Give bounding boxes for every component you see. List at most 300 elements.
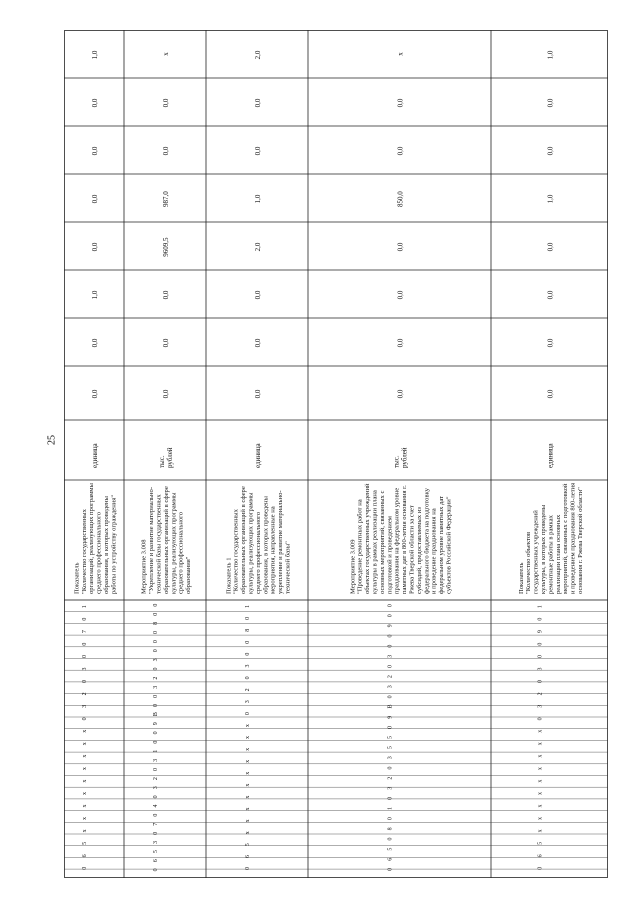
svg-text:0: 0 xyxy=(537,655,544,659)
text-line: тыс. xyxy=(392,455,401,468)
svg-text:единица xyxy=(91,442,99,468)
code-digit xyxy=(388,858,394,861)
svg-text:х: х xyxy=(537,754,544,758)
code-digit xyxy=(82,792,88,795)
svg-text:0: 0 xyxy=(153,704,159,708)
svg-text:х: х xyxy=(82,792,88,796)
code-digit xyxy=(245,760,251,763)
text-line: технической базы государственных xyxy=(155,494,163,594)
svg-text:х: х xyxy=(245,783,251,787)
svg-text:3: 3 xyxy=(153,685,159,689)
value-cell xyxy=(91,194,99,203)
svg-text:0,0: 0,0 xyxy=(254,146,262,156)
svg-text:0,0: 0,0 xyxy=(546,98,555,108)
svg-text:0: 0 xyxy=(153,667,159,671)
svg-text:0,0: 0,0 xyxy=(91,98,99,108)
svg-text:0: 0 xyxy=(82,655,88,659)
text-line: культуры, реализующих программы xyxy=(247,492,255,594)
code-digit xyxy=(538,692,544,695)
svg-text:0: 0 xyxy=(153,640,159,644)
svg-text:1,0: 1,0 xyxy=(546,194,555,204)
text-line: федерального бюджета на подготовку xyxy=(423,488,431,594)
code-digit xyxy=(388,817,394,820)
code-digit xyxy=(153,777,159,780)
svg-text:9: 9 xyxy=(387,624,394,628)
text-line: и проведение празднования на xyxy=(430,508,438,594)
svg-text:0,0: 0,0 xyxy=(254,338,262,348)
code-digit xyxy=(153,640,159,643)
svg-text:0: 0 xyxy=(153,630,159,634)
svg-text:х: х xyxy=(82,816,88,820)
code-digit xyxy=(388,685,394,688)
svg-text:х: х xyxy=(245,771,251,775)
table-grid xyxy=(64,30,608,878)
svg-text:8: 8 xyxy=(387,827,394,831)
svg-text:3: 3 xyxy=(387,786,394,790)
code-digit xyxy=(153,759,159,762)
code-digit xyxy=(153,668,159,671)
code-digit xyxy=(245,748,251,751)
code-digit xyxy=(245,831,251,834)
code-digit xyxy=(153,604,159,607)
svg-text:0: 0 xyxy=(537,866,544,870)
text-line: субсидий, предоставляемых из xyxy=(415,507,423,594)
code-digit xyxy=(388,675,394,678)
svg-text:0: 0 xyxy=(245,676,251,680)
svg-text:0: 0 xyxy=(153,831,159,835)
code-digit xyxy=(153,613,159,616)
svg-text:Мероприятие 3.009"Проведение р xyxy=(349,483,452,594)
value-cell xyxy=(547,98,555,107)
value-cell xyxy=(162,389,170,398)
code-digit xyxy=(388,868,394,871)
code-digit xyxy=(82,668,88,671)
svg-text:х: х xyxy=(537,729,544,733)
svg-text:0,0: 0,0 xyxy=(162,98,170,108)
indicator-name-3 xyxy=(225,486,291,594)
code-digit xyxy=(82,867,88,870)
code-digit xyxy=(245,819,251,822)
svg-text:х: х xyxy=(82,779,88,783)
svg-text:0: 0 xyxy=(153,795,159,799)
svg-text:0,0: 0,0 xyxy=(91,338,99,348)
svg-text:0: 0 xyxy=(387,695,394,699)
svg-text:1,0: 1,0 xyxy=(546,50,555,60)
code-digit xyxy=(82,767,88,770)
code-digit xyxy=(538,705,544,708)
svg-text:3: 3 xyxy=(153,658,159,662)
code-digit xyxy=(388,624,394,627)
code-digit xyxy=(538,668,544,671)
svg-text:2: 2 xyxy=(82,692,88,696)
code-digit xyxy=(245,653,251,656)
code-digit xyxy=(388,665,394,668)
text-line: основания г. Ржева Тверской области" xyxy=(576,487,584,594)
svg-text:0: 0 xyxy=(82,617,88,621)
code-digit xyxy=(538,618,544,621)
text-line: укрепление и развитие материально- xyxy=(277,490,285,594)
code-digit xyxy=(245,784,251,787)
svg-text:0,0: 0,0 xyxy=(546,290,555,300)
code-digit xyxy=(538,792,544,795)
code-digit xyxy=(245,843,251,846)
svg-text:х: х xyxy=(245,831,251,835)
code-digit xyxy=(153,868,159,871)
svg-text:6: 6 xyxy=(153,859,159,863)
svg-text:2: 2 xyxy=(387,776,394,780)
code-digit xyxy=(538,630,544,633)
svg-text:3: 3 xyxy=(387,654,394,658)
code-digit xyxy=(388,837,394,840)
code-digit xyxy=(82,817,88,820)
code-digit xyxy=(388,807,394,810)
svg-text:0,0: 0,0 xyxy=(91,389,99,399)
code-digit xyxy=(82,692,88,695)
svg-text:0: 0 xyxy=(153,740,159,744)
text-line: технической базы" xyxy=(284,541,292,594)
code-digit xyxy=(82,829,88,832)
value-cell xyxy=(397,146,405,155)
svg-text:4: 4 xyxy=(153,804,159,808)
svg-text:3: 3 xyxy=(387,685,394,689)
svg-text:8: 8 xyxy=(245,628,251,632)
svg-text:1: 1 xyxy=(245,604,251,608)
svg-text:0,0: 0,0 xyxy=(254,98,262,108)
code-digit xyxy=(388,848,394,851)
svg-text:единица xyxy=(254,442,262,468)
code-digit xyxy=(153,695,159,698)
svg-text:х: х xyxy=(245,759,251,763)
value-cell xyxy=(91,389,99,398)
text-line: образовательных организаций в сфере xyxy=(240,486,248,594)
code-digit xyxy=(388,635,394,638)
value-cell xyxy=(254,194,262,203)
svg-text:3: 3 xyxy=(153,841,159,845)
code-digit xyxy=(388,787,394,790)
value-cell xyxy=(254,146,262,155)
svg-text:Мероприятие 3.008"Укрепление и xyxy=(141,486,192,594)
value-cell xyxy=(397,191,405,207)
code-digit xyxy=(538,829,544,832)
value-cell xyxy=(547,146,555,155)
code-digit xyxy=(538,767,544,770)
code-digit xyxy=(153,741,159,744)
svg-text:х: х xyxy=(82,829,88,833)
code-digit xyxy=(153,631,159,634)
code-digit xyxy=(538,680,544,683)
value-cell xyxy=(254,242,262,251)
indicator-name-1 xyxy=(73,483,117,594)
svg-text:7: 7 xyxy=(153,822,159,826)
code-digit xyxy=(245,724,251,727)
svg-text:0,0: 0,0 xyxy=(162,338,170,348)
code-digit xyxy=(388,655,394,658)
svg-text:тыс.рублей xyxy=(393,447,409,468)
text-line: объектах государственных учреждений xyxy=(364,483,372,594)
svg-text:0: 0 xyxy=(153,694,159,698)
svg-text:2,0: 2,0 xyxy=(254,242,262,252)
svg-text:3: 3 xyxy=(82,667,88,671)
svg-text:0: 0 xyxy=(537,717,544,721)
value-cell xyxy=(254,389,262,398)
text-line: "Проведение ремонтных работ на xyxy=(356,499,364,594)
code-digit xyxy=(245,700,251,703)
value-cell xyxy=(91,146,99,155)
code-digit xyxy=(245,796,251,799)
code-digit xyxy=(153,786,159,789)
svg-text:В: В xyxy=(387,704,394,709)
unit-5 xyxy=(547,442,555,468)
svg-text:0: 0 xyxy=(387,837,394,841)
page-number: 25 xyxy=(46,435,58,445)
code-digit xyxy=(245,629,251,632)
svg-text:2: 2 xyxy=(387,675,394,679)
value-cell xyxy=(162,146,170,155)
text-line: реализации плана основных xyxy=(554,514,562,594)
code-digit xyxy=(153,823,159,826)
svg-text:х: х xyxy=(537,767,544,771)
value-cell xyxy=(547,242,555,251)
svg-text:6: 6 xyxy=(387,857,394,861)
svg-text:5: 5 xyxy=(387,736,394,739)
code-digit xyxy=(388,777,394,780)
svg-text:3: 3 xyxy=(245,700,251,704)
text-line: среднего профессионального xyxy=(177,512,185,594)
svg-text:0,0: 0,0 xyxy=(162,290,170,300)
code-digit xyxy=(153,814,159,817)
svg-text:х: х xyxy=(537,779,544,783)
svg-text:0,0: 0,0 xyxy=(162,389,170,399)
text-line: тыс. xyxy=(158,455,167,468)
code-digit xyxy=(153,750,159,753)
svg-text:Показатель 1"Количество госуда xyxy=(225,486,291,594)
svg-text:9: 9 xyxy=(537,630,544,634)
text-line: основных мероприятий, связанных с xyxy=(378,490,386,594)
code-digit xyxy=(82,655,88,658)
svg-text:х: х xyxy=(162,52,170,56)
svg-text:3: 3 xyxy=(387,756,394,760)
svg-text:0: 0 xyxy=(537,679,544,683)
svg-text:0,0: 0,0 xyxy=(396,338,405,348)
text-line: Мероприятие 3.009 xyxy=(349,539,357,594)
value-cell xyxy=(547,389,555,398)
svg-text:х: х xyxy=(245,736,251,739)
code-digit xyxy=(245,867,251,870)
code-digit xyxy=(388,695,394,698)
code-digit xyxy=(538,730,544,733)
svg-text:0,0: 0,0 xyxy=(396,98,405,108)
svg-text:0: 0 xyxy=(245,652,251,656)
code-digit xyxy=(388,604,394,607)
indicator-name-2 xyxy=(141,486,192,594)
svg-text:1: 1 xyxy=(387,807,394,811)
svg-text:х: х xyxy=(82,804,88,808)
value-cell xyxy=(254,50,262,59)
svg-text:0: 0 xyxy=(245,712,251,716)
svg-text:5: 5 xyxy=(153,850,159,854)
value-cell xyxy=(91,338,99,347)
value-cell xyxy=(162,338,170,347)
value-cell xyxy=(91,98,99,107)
value-cell xyxy=(162,290,170,299)
code-digit xyxy=(245,855,251,858)
svg-text:0,0: 0,0 xyxy=(396,242,405,252)
value-cell xyxy=(397,389,405,398)
code-digit xyxy=(388,827,394,830)
svg-text:850,0: 850,0 xyxy=(396,191,405,207)
code-digit xyxy=(245,641,251,644)
svg-text:0: 0 xyxy=(387,634,394,638)
text-line: и проведением празднования 800-летия xyxy=(569,482,577,594)
code-digit xyxy=(153,658,159,661)
code-digit xyxy=(153,649,159,652)
svg-text:0: 0 xyxy=(82,642,88,646)
code-digit xyxy=(538,755,544,758)
text-line: рублей xyxy=(166,447,174,468)
svg-text:2: 2 xyxy=(537,692,544,696)
value-cell xyxy=(397,338,405,347)
text-line: мероприятий, связанных с подготовкой xyxy=(562,483,570,594)
svg-text:987,0: 987,0 xyxy=(162,191,170,207)
code-digit xyxy=(82,705,88,708)
code-digit xyxy=(388,756,394,759)
svg-text:8: 8 xyxy=(153,621,159,625)
svg-text:0,0: 0,0 xyxy=(396,389,405,399)
code-digit xyxy=(82,805,88,808)
text-line: федеральном уровне памятных дат xyxy=(438,495,446,594)
value-cell xyxy=(397,98,405,107)
code-digit xyxy=(153,795,159,798)
svg-text:5: 5 xyxy=(537,841,544,845)
code-digit xyxy=(153,859,159,862)
svg-text:0: 0 xyxy=(387,614,394,618)
value-cell xyxy=(91,242,99,251)
value-cell xyxy=(397,52,405,56)
code-digit xyxy=(538,717,544,720)
svg-text:5: 5 xyxy=(387,746,394,750)
svg-text:х: х xyxy=(245,724,251,728)
code-digit xyxy=(82,842,88,845)
text-line: среднего профессионального xyxy=(95,512,103,594)
code-digit xyxy=(153,805,159,808)
svg-text:1: 1 xyxy=(537,605,544,609)
svg-text:6: 6 xyxy=(245,855,251,859)
svg-text:х: х xyxy=(537,804,544,808)
svg-text:0,0: 0,0 xyxy=(91,242,99,252)
text-line: Ржева Тверской области за счет xyxy=(408,505,416,594)
text-line: празднования на федеральном уровне xyxy=(393,487,401,594)
svg-text:Показатель"Количество объектов xyxy=(518,483,584,594)
code-digit xyxy=(82,680,88,683)
svg-text:тыс.рублей xyxy=(158,447,174,468)
svg-text:0: 0 xyxy=(245,616,251,620)
text-line: рублей xyxy=(400,447,409,468)
svg-text:0: 0 xyxy=(537,617,544,621)
value-cell xyxy=(91,290,99,299)
text-line: памятных дат в 800-летия основания г. xyxy=(401,485,409,594)
value-cell xyxy=(397,290,405,299)
svg-text:7: 7 xyxy=(82,630,88,634)
svg-text:0: 0 xyxy=(387,725,394,729)
svg-text:х: х xyxy=(245,795,251,799)
unit-2 xyxy=(158,447,174,468)
code-digit xyxy=(388,705,394,709)
code-digit xyxy=(153,841,159,844)
svg-text:6: 6 xyxy=(537,854,544,858)
code-digit xyxy=(82,755,88,758)
svg-text:1,0: 1,0 xyxy=(91,50,99,60)
unit-3 xyxy=(254,442,262,468)
value-cell xyxy=(91,50,99,59)
value-cell xyxy=(254,338,262,347)
svg-text:0,0: 0,0 xyxy=(91,194,99,204)
svg-text:0,0: 0,0 xyxy=(546,338,555,348)
svg-text:0: 0 xyxy=(387,817,394,821)
svg-text:0: 0 xyxy=(153,731,159,735)
svg-text:0: 0 xyxy=(82,866,88,870)
svg-text:х: х xyxy=(82,767,88,771)
code-digit xyxy=(245,807,251,810)
text-line: среднего профессионального xyxy=(254,512,262,594)
svg-text:0: 0 xyxy=(153,813,159,817)
text-line: образования, в которых проведены xyxy=(262,496,270,594)
svg-text:9609,5: 9609,5 xyxy=(162,237,170,257)
text-line: "Количество государственных xyxy=(80,509,88,594)
svg-text:х: х xyxy=(82,729,88,733)
value-cell xyxy=(547,290,555,299)
svg-text:0,0: 0,0 xyxy=(254,290,262,300)
code-digit xyxy=(82,730,88,733)
text-line: единица xyxy=(254,443,263,468)
code-digit xyxy=(538,842,544,845)
code-digit xyxy=(153,768,159,771)
svg-text:0: 0 xyxy=(387,604,394,608)
code-digit xyxy=(245,605,251,608)
svg-text:1: 1 xyxy=(82,605,88,609)
code-digit xyxy=(245,617,251,620)
code-digit xyxy=(388,726,394,729)
svg-text:х: х xyxy=(537,742,544,746)
svg-text:х: х xyxy=(82,754,88,758)
svg-text:2: 2 xyxy=(153,777,159,781)
text-line: "Укрепление и развитие материально- xyxy=(148,486,156,594)
svg-text:х: х xyxy=(537,829,544,833)
svg-text:5: 5 xyxy=(82,841,88,845)
code-digit xyxy=(388,736,394,739)
svg-text:0: 0 xyxy=(82,679,88,683)
svg-text:0: 0 xyxy=(537,642,544,646)
code-digit xyxy=(82,630,88,633)
svg-text:9: 9 xyxy=(387,715,394,719)
svg-text:0: 0 xyxy=(82,717,88,721)
text-line: Показатель xyxy=(73,562,81,594)
code-digit xyxy=(388,716,394,719)
text-line: субъектов Российской Федерации" xyxy=(445,496,453,594)
svg-text:2,0: 2,0 xyxy=(254,50,262,60)
unit-4 xyxy=(393,447,409,468)
svg-text:3: 3 xyxy=(537,704,544,708)
unit-1 xyxy=(91,442,99,468)
code-digit xyxy=(538,867,544,870)
svg-text:0,0: 0,0 xyxy=(396,146,405,156)
code-digit xyxy=(153,686,159,689)
text-line: работы по устройству ограждения" xyxy=(110,494,118,594)
code-digit xyxy=(153,832,159,835)
svg-text:0: 0 xyxy=(153,612,159,616)
code-digit xyxy=(82,717,88,720)
text-line: единица xyxy=(91,443,100,468)
value-cell xyxy=(254,98,262,107)
